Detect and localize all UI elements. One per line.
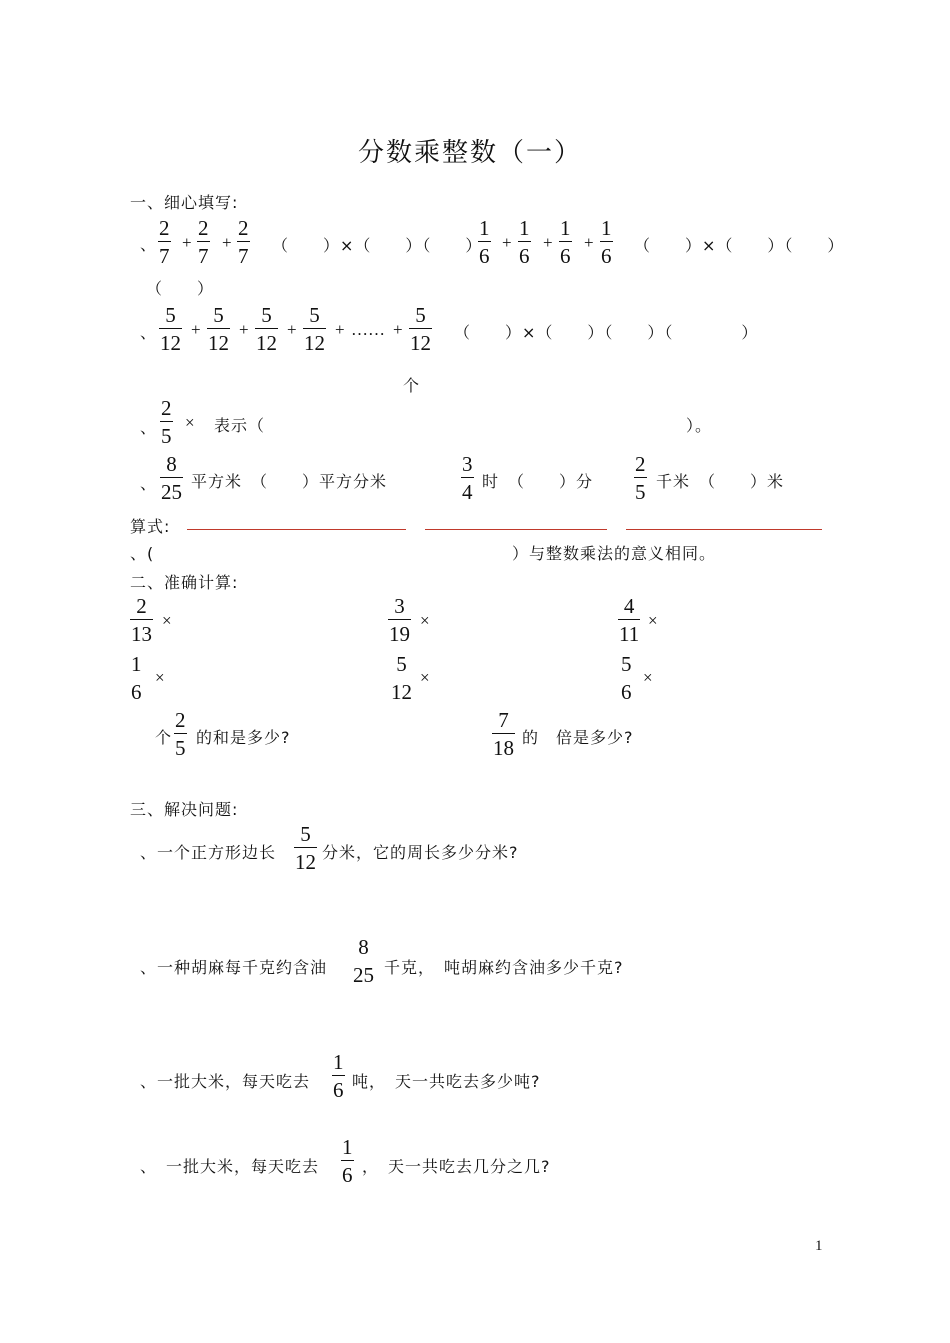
fraction: 1 6 bbox=[519, 216, 530, 268]
times-sign: × bbox=[155, 668, 165, 687]
times-sign: × bbox=[420, 668, 430, 687]
ellipsis: …… bbox=[351, 320, 385, 339]
page-number: 1 bbox=[815, 1238, 823, 1254]
fraction: 2 7 bbox=[159, 216, 170, 268]
q1-wrap-blank[interactable]: （ ） bbox=[146, 279, 215, 298]
q3-text: 表示（ bbox=[214, 416, 266, 435]
times-sign: × bbox=[648, 611, 658, 630]
fraction: 5 6 bbox=[621, 652, 632, 704]
times-sign: × bbox=[185, 413, 195, 432]
fraction: 8 25 bbox=[161, 452, 182, 504]
fraction: 1 6 bbox=[560, 216, 571, 268]
answer-line[interactable] bbox=[626, 529, 822, 530]
q3-close: ）。 bbox=[686, 416, 713, 435]
q5-close: ）与整数乘法的意义相同。 bbox=[512, 544, 717, 563]
q5-open: 、( bbox=[130, 544, 155, 563]
problem-3-pre: 、一批大米，每天吃去 bbox=[140, 1072, 311, 1091]
section-2-heading: 二、准确计算: bbox=[130, 573, 239, 592]
q1-prefix: 、 bbox=[140, 235, 158, 254]
q3-prefix: 、 bbox=[140, 418, 158, 437]
fraction: 5 12 bbox=[391, 652, 412, 704]
fraction: 2 5 bbox=[175, 708, 186, 760]
q5-answer-blank[interactable] bbox=[162, 540, 512, 562]
fraction: 5 12 bbox=[304, 303, 325, 355]
plus-sign: + bbox=[543, 233, 553, 252]
plus-sign: + bbox=[287, 320, 297, 339]
q2-count-label: 个 bbox=[403, 376, 421, 395]
fraction: 1 6 bbox=[479, 216, 490, 268]
q2b-post: 的 倍是多少? bbox=[522, 728, 634, 747]
problem-1-pre: 、一个正方形边长 bbox=[140, 843, 277, 862]
fraction: 3 4 bbox=[462, 452, 473, 504]
fraction: 3 19 bbox=[389, 594, 410, 646]
section-1-heading: 一、细心填写: bbox=[130, 193, 239, 212]
plus-sign: + bbox=[584, 233, 594, 252]
fraction: 2 5 bbox=[161, 396, 172, 448]
fraction: 1 6 bbox=[131, 652, 142, 704]
q2a-post: 的和是多少? bbox=[196, 728, 291, 747]
fraction: 4 11 bbox=[619, 594, 640, 646]
q4-prefix: 、 bbox=[140, 474, 158, 493]
plus-sign: + bbox=[239, 320, 249, 339]
section-3-heading: 三、解决问题: bbox=[130, 800, 239, 819]
q3-answer-blank[interactable] bbox=[272, 412, 682, 434]
page-title: 分数乘整数（一） bbox=[358, 138, 583, 168]
problem-4-pre: 、 一批大米，每天吃去 bbox=[140, 1157, 320, 1176]
fraction: 5 12 bbox=[208, 303, 229, 355]
q2-blanks[interactable]: （ ）×（ ）（ ）（ ） bbox=[454, 323, 759, 342]
fraction: 2 7 bbox=[238, 216, 249, 268]
plus-sign: + bbox=[393, 320, 403, 339]
problem-2-pre: 、一种胡麻每千克约含油 bbox=[140, 958, 328, 977]
formula-label: 算式: bbox=[130, 517, 171, 536]
plus-sign: + bbox=[502, 233, 512, 252]
fraction: 5 12 bbox=[256, 303, 277, 355]
problem-1-post: 分米，它的周长多少分米? bbox=[322, 843, 519, 862]
q2a-pre: 个 bbox=[155, 728, 173, 747]
fraction: 2 13 bbox=[131, 594, 152, 646]
q4-b-text[interactable]: 时 （ ）分 bbox=[482, 472, 594, 491]
plus-sign: + bbox=[191, 320, 201, 339]
fraction: 1 6 bbox=[342, 1135, 353, 1187]
times-sign: × bbox=[643, 668, 653, 687]
times-sign: × bbox=[162, 611, 172, 630]
q1-blanks-b[interactable]: （ ）×（ ）（ ） bbox=[634, 236, 845, 255]
plus-sign: + bbox=[182, 233, 192, 252]
problem-3-post: 吨， 天一共吃去多少吨? bbox=[352, 1072, 541, 1091]
q1-blanks-a[interactable]: （ ）×（ ）（ ） bbox=[272, 236, 483, 255]
problem-2-post: 千克， 吨胡麻约含油多少千克? bbox=[384, 958, 624, 977]
problem-4-post: ， 天一共吃去几分之几? bbox=[362, 1157, 551, 1176]
fraction: 1 6 bbox=[601, 216, 612, 268]
q2-prefix: 、 bbox=[140, 323, 158, 342]
answer-line[interactable] bbox=[187, 529, 406, 530]
q4-c-text[interactable]: 千米 （ ）米 bbox=[656, 472, 785, 491]
fraction: 5 12 bbox=[295, 822, 316, 874]
fraction: 5 12 bbox=[160, 303, 181, 355]
answer-line[interactable] bbox=[425, 529, 607, 530]
fraction: 2 5 bbox=[635, 452, 646, 504]
fraction: 5 12 bbox=[410, 303, 431, 355]
times-sign: × bbox=[420, 611, 430, 630]
q4-a-text[interactable]: 平方米 （ ）平方分米 bbox=[191, 472, 388, 491]
fraction: 2 7 bbox=[198, 216, 209, 268]
plus-sign: + bbox=[222, 233, 232, 252]
plus-sign: + bbox=[335, 320, 345, 339]
fraction: 1 6 bbox=[333, 1050, 344, 1102]
fraction: 7 18 bbox=[493, 708, 514, 760]
fraction: 8 25 bbox=[353, 935, 374, 987]
